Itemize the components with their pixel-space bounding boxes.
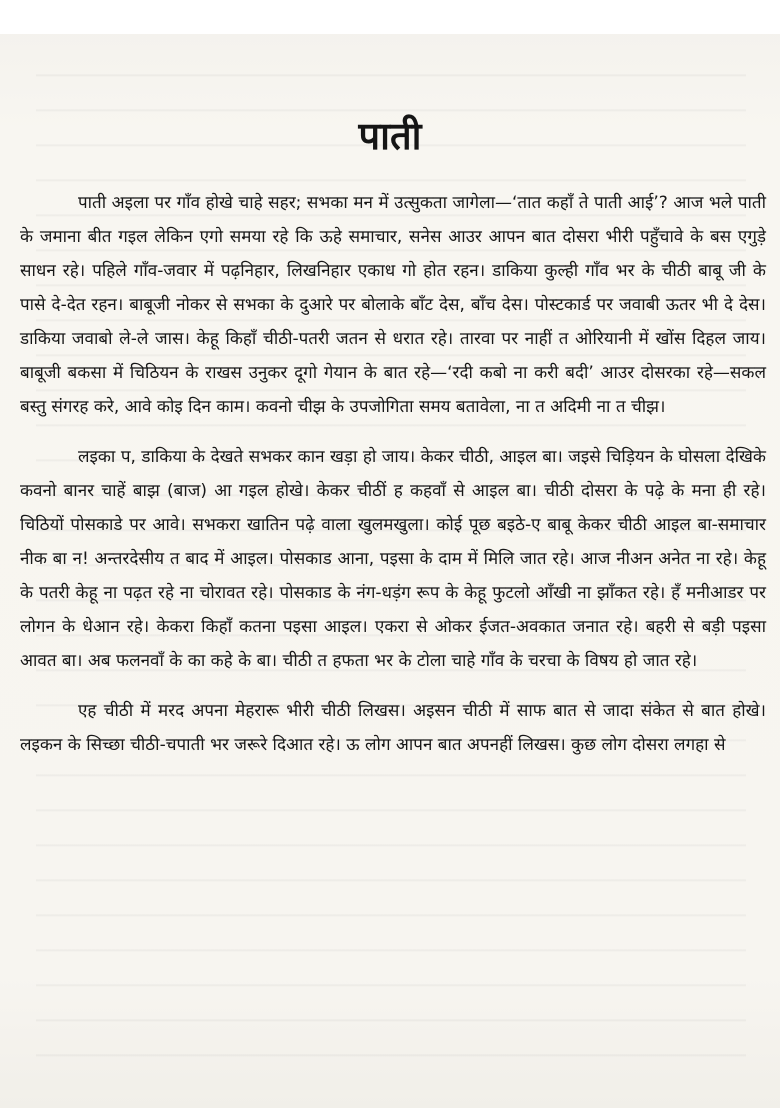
chapter-title: पाती	[358, 114, 422, 158]
paragraph-3: एह चीठी में मरद अपना मेहरारू भीरी चीठी लिखस। अइसन चीठी में साफ बात से जादा संकेत से बात होखे। लइकन के सिच्छा चीठी-चपाती भर जरूरे दिआत रहे। ऊ लोग आपन बात अपनहीं लिखस। कुछ लोग दोसरा लगहा से	[20, 701, 766, 755]
paragraph-1: पाती अइला पर गाँव होखे चाहे सहर; सभका मन में उत्सुकता जागेला—‘तात कहाँ ते पाती आई’? आज भले पाती के जमाना बीत गइल लेकिन एगो समया रहे कि ऊहे समाचार, सनेस आउर आपन बात दोसरा भीरी पहुँचावे के बस एगुड़े साधन रहे। पहिले गाँव-जवार में पढ़निहार, लिखनिहार एकाध गो होत रहन। डाकिया कुल्ही गाँव भर के चीठी बाबू जी के पासे दे-देत रहन। बाबूजी नोकर से सभका के दुआरे पर बोलाके बाँट देस, बाँच देस। पोस्टकार्ड पर जवाबी ऊतर भी दे देस। डाकिया जवाबो ले-ले जास। केहू किहाँ चीठी-पतरी जतन से धरात रहे। तारवा पर नाहीं त ओरियानी में खोंस दिहल जाय। बाबूजी बकसा में चिठियन के राखस उनुकर दूगो गेयान के बात रहे—‘रदी कबो ना करी बदी’ आउर दोसरका रहे—सकल बस्तु संगरह करे, आवे कोइ दिन काम। कवनो चीझ के उपजोगिता समय बतावेला, ना त अदिमी ना त चीझ।	[20, 193, 766, 417]
paragraph-2: लइका प, डाकिया के देखते सभकर कान खड़ा हो जाय। केकर चीठी, आइल बा। जइसे चिड़ियन के घोसला देखिके कवनो बानर चाहें बाझ (बाज) आ गइल होखे। केकर चीठीं ह कहवाँ से आइल बा। चीठी दोसरा के पढ़े के मना ही रहे। चिठियों पोसकाडे पर आवे। सभकरा खातिन पढ़े वाला खुलमखुला। कोई पूछ बइठे-ए बाबू केकर चीठी आइल बा-समाचार नीक बा न! अन्तरदेसीय त बाद में आइल। पोसकाड आना, पइसा के दाम में मिलि जात रहे। आज नीअन अनेत ना रहे। केहू के पतरी केहू ना पढ़त रहे ना चोरावत रहे। पोसकाड के नंग-धड़ंग रूप के केहू फुटलो आँखी ना झाँकत रहे। हँ मनीआडर पर लोगन के धेआन रहे। केकरा किहाँ कतना पइसा आइल। एकरा से ओकर ईजत-अवकात जनात रहे। बहरी से बड़ी पइसा आवत बा। अब फलनवाँ के का कहे के बा। चीठी त हफता भर के टोला चाहे गाँव के चरचा के विषय हो जात रहे।	[20, 447, 766, 671]
body-text	[20, 186, 766, 762]
page-top-margin	[0, 0, 780, 34]
